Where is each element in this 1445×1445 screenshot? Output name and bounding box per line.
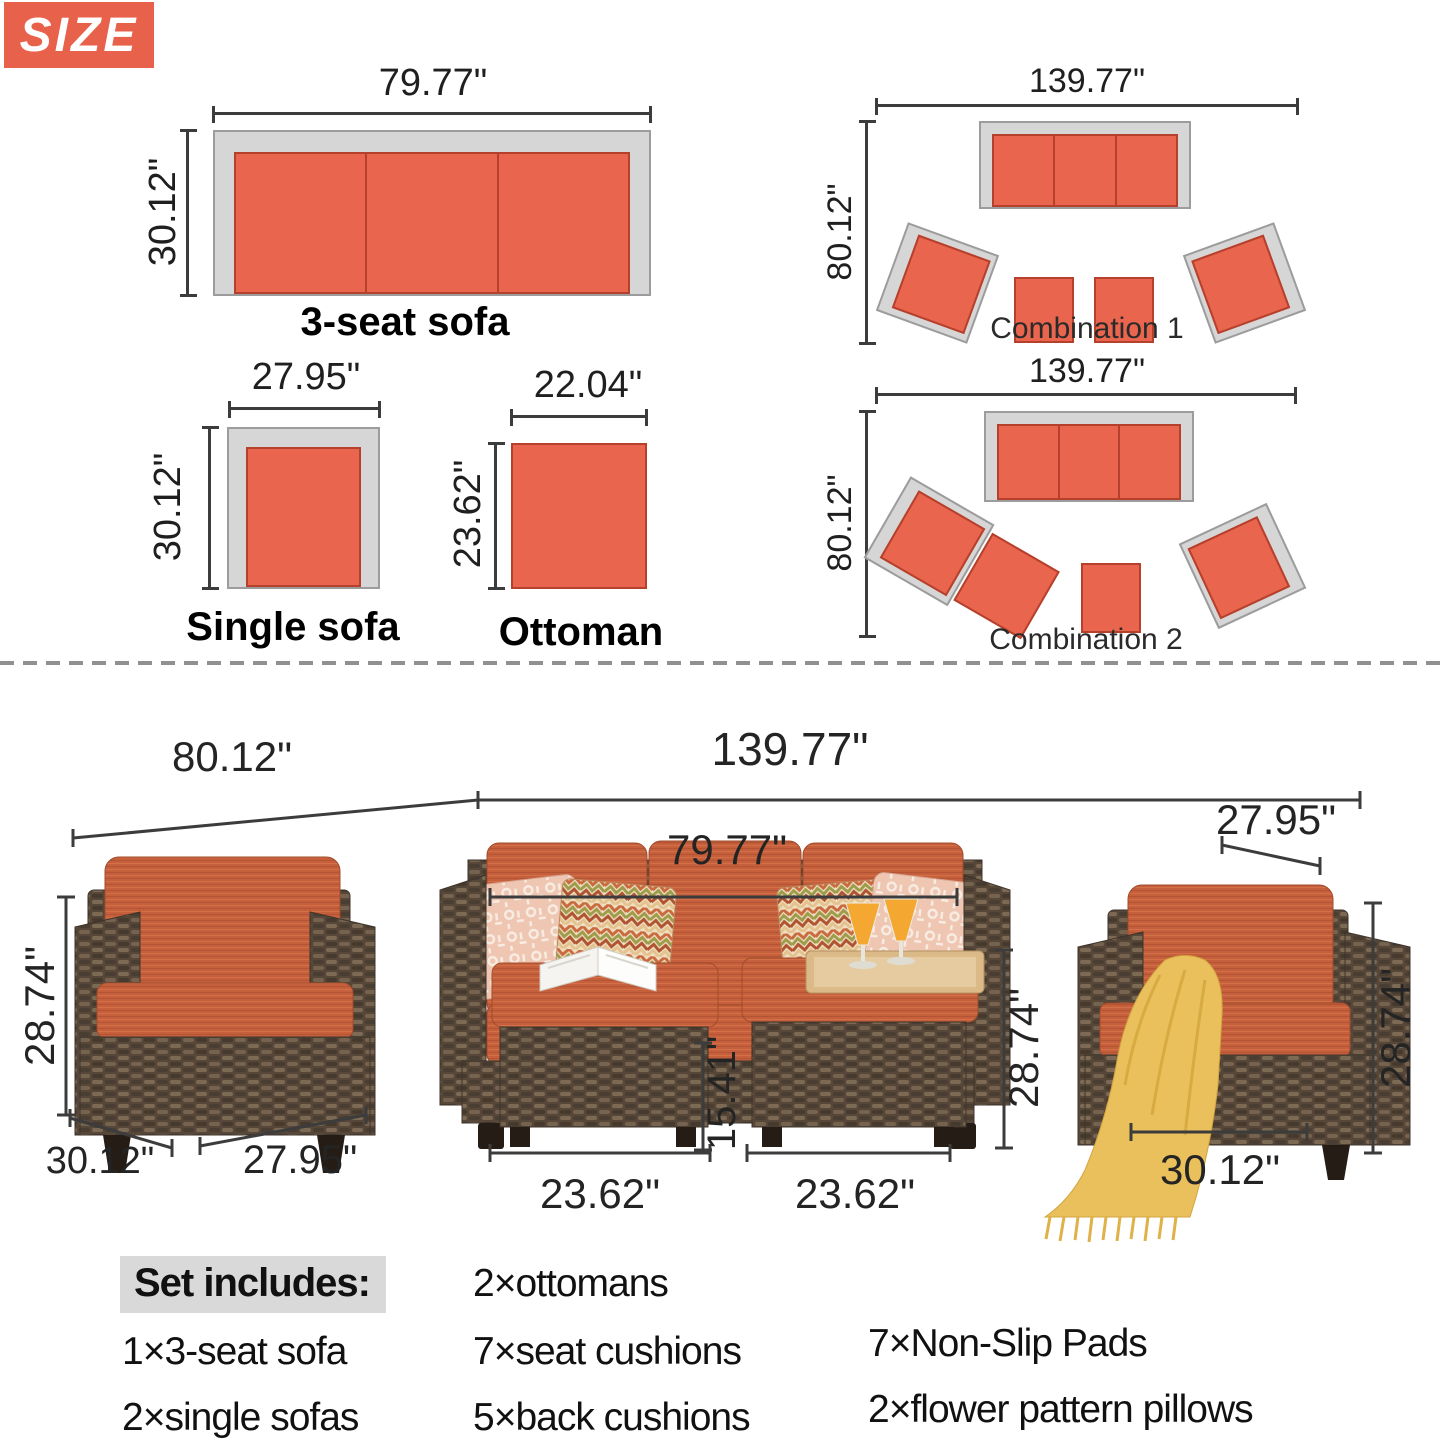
overall-width-label: 139.77" — [711, 723, 869, 775]
sofa3-cushions — [234, 152, 630, 294]
single-width-line — [229, 407, 380, 410]
combo2-depth-line — [865, 411, 868, 637]
single-depth-label: 30.12" — [147, 452, 189, 562]
sofa3-cushion-2 — [365, 152, 498, 294]
combo1-width-label: 139.77" — [1028, 62, 1146, 100]
dim-overall-depth-line — [73, 800, 478, 847]
combo1-width-line — [876, 104, 1298, 107]
combo2-sofa — [984, 411, 1194, 502]
ottoman-topview — [511, 443, 647, 589]
sofa3-cushion-1 — [234, 152, 367, 294]
single-width-label: 27.95" — [251, 356, 361, 398]
set-includes-item-back-cushions: 5×back cushions — [473, 1396, 750, 1439]
ottoman-depth-line — [494, 443, 497, 589]
sofa3-name: 3-seat sofa — [300, 300, 510, 344]
combo1-name: Combination 1 — [990, 312, 1184, 345]
ottoman-name: Ottoman — [498, 610, 664, 654]
ottoman-left-width-label: 23.62" — [539, 1170, 660, 1217]
combo1-sofa-cushion-1 — [992, 134, 1055, 207]
size-badge: SIZE — [4, 2, 154, 68]
set-includes-item-seat-cushions: 7×seat cushions — [473, 1330, 741, 1373]
overall-depth-label: 80.12" — [171, 733, 292, 780]
set-includes-item-ottomans: 2×ottomans — [473, 1262, 668, 1305]
combo2-sofa-cushion-2 — [1058, 424, 1121, 500]
left-chair-depth-label: 30.12" — [45, 1140, 155, 1182]
single-depth-line — [208, 427, 211, 589]
sofa3-topview — [213, 130, 651, 296]
combo2-right-chair — [1179, 503, 1307, 629]
left-chair-illustration — [75, 857, 375, 1173]
set-includes-item-nonslip-pads: 7×Non-Slip Pads — [868, 1322, 1147, 1365]
left-chair-height-label: 28.74" — [16, 946, 63, 1067]
combo2-sofa-cushion-1 — [997, 424, 1060, 500]
set-includes-item-sofa3: 1×3-seat sofa — [122, 1330, 347, 1373]
combo2-depth-label: 80.12" — [821, 474, 859, 572]
ottoman-right-width-label: 23.62" — [794, 1170, 915, 1217]
single-topview — [227, 427, 380, 589]
serving-tray — [806, 951, 984, 993]
combo2-name: Combination 2 — [989, 623, 1183, 656]
single-cushion — [246, 447, 361, 587]
sofa3-depth-line — [186, 130, 189, 296]
right-chair-depth-label: 30.12" — [1159, 1146, 1280, 1193]
combo1-sofa-cushion-3 — [1115, 134, 1178, 207]
combo2-sofa-cushion-3 — [1118, 424, 1181, 500]
combo2-width-line — [876, 393, 1296, 396]
sofa-width-label: 79.77" — [666, 826, 787, 873]
combo2-right-chair-cushion — [1187, 516, 1290, 619]
ottoman-height-label: 15.41" — [700, 1035, 744, 1151]
set-includes-title: Set includes: — [120, 1256, 386, 1313]
left-chair-width-label: 27.95" — [242, 1138, 358, 1182]
set-includes-item-flower-pillows: 2×flower pattern pillows — [868, 1388, 1253, 1431]
right-chair-width-label: 27.95" — [1215, 796, 1336, 843]
sofa-height-label: 28.74" — [1000, 988, 1047, 1109]
combo1-sofa — [979, 121, 1191, 209]
sofa3-depth-label: 30.12" — [142, 157, 184, 267]
left-ottoman-illustration — [492, 947, 718, 1147]
combo1-depth-line — [865, 121, 868, 344]
sofa3-cushion-3 — [497, 152, 630, 294]
combo2-chaise — [864, 476, 1067, 647]
ottoman-width-label: 22.04" — [533, 364, 643, 406]
ottoman-depth-label: 23.62" — [447, 459, 489, 569]
sofa3-width-line — [213, 112, 651, 115]
combo2-width-label: 139.77" — [1028, 352, 1146, 390]
set-includes-item-single-sofas: 2×single sofas — [122, 1396, 359, 1439]
sofa3-width-label: 79.77" — [378, 62, 488, 104]
combo1-depth-label: 80.12" — [821, 183, 859, 281]
single-name: Single sofa — [186, 605, 400, 649]
ottoman-width-line — [511, 415, 647, 418]
right-chair-height-label: 28.74" — [1372, 968, 1419, 1089]
combo1-sofa-cushion-2 — [1053, 134, 1116, 207]
